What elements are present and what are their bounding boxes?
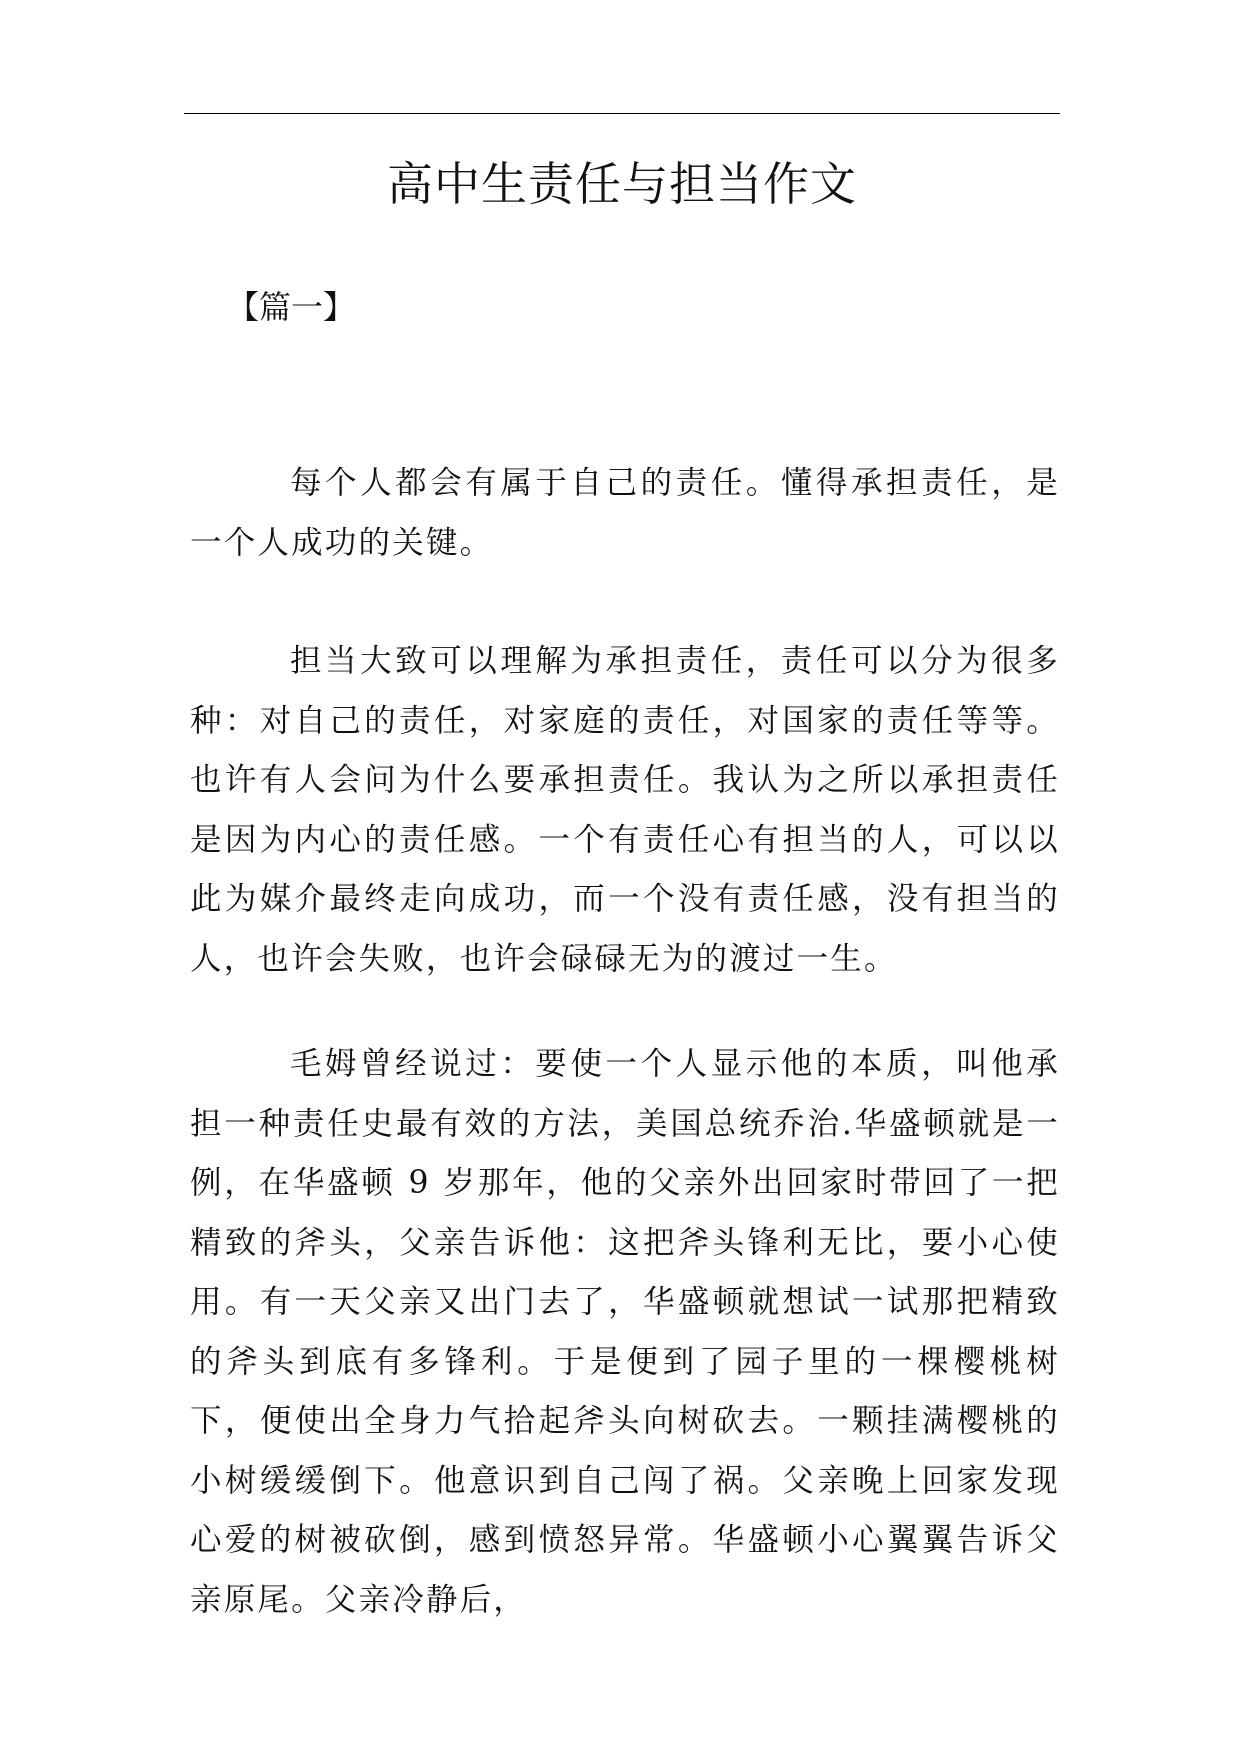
header-rule [184,113,1060,114]
section-label: 【篇一】 [227,288,356,326]
document-title: 高中生责任与担当作文 [387,157,857,211]
paragraph-2: 担当大致可以理解为承担责任，责任可以分为很多种：对自己的责任，对家庭的责任，对国家的责任等等。也许有人会问为什么要承担责任。我认为之所以承担责任是因为内心的责任感。一个有责任心有担当的人，可以以此为媒介最终走向成功，而一个没有责任感，没有担当的人，也许会失败，也许会碌碌无为的渡过一生。 [190,643,1060,977]
paragraph-1: 每个人都会有属于自己的责任。懂得承担责任，是一个人成功的关键。 [190,465,1060,561]
paragraph-3: 毛姆曾经说过：要使一个人显示他的本质，叫他承担一种责任史最有效的方法，美国总统乔治.华盛顿就是一例，在华盛顿 9 岁那年，他的父亲外出回家时带回了一把精致的斧头，父亲告诉他：这把斧头锋利无比，要小心使用。有一天父亲又出门去了，华盛顿就想试一试那把精致的斧头到底有多锋利。于是便到了园子里的一棵樱桃树下，便使出全身力气拾起斧头向树砍去。一颗挂满樱桃的小树缓缓倒下。他意识到自己闯了祸。父亲晚上回家发现心爱的树被砍倒，感到愤怒异常。华盛顿小心翼翼告诉父亲原尾。父亲冷静后， [190,1046,1060,1618]
